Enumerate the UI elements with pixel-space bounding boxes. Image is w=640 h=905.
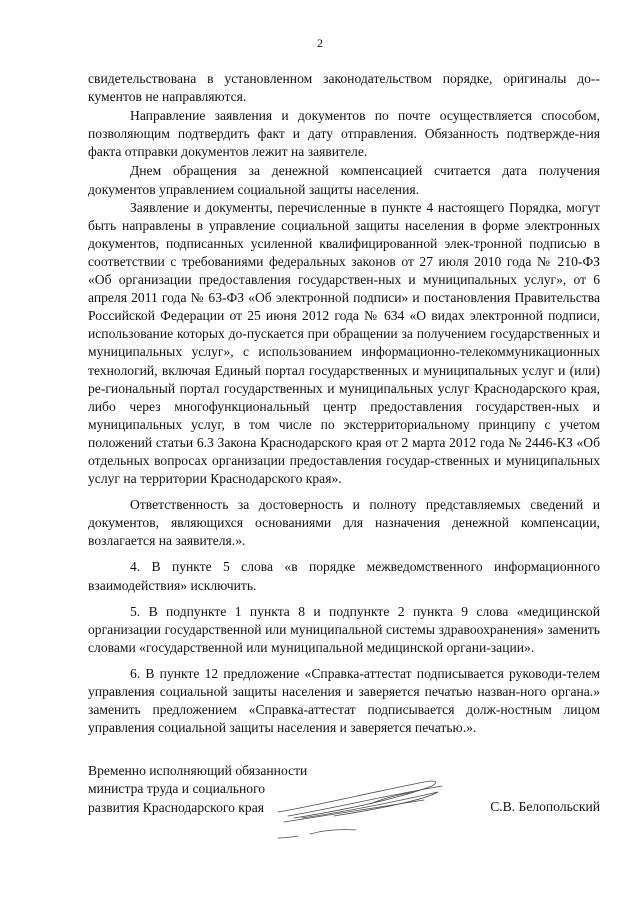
signatory-position-line: развития Краснодарского края xyxy=(88,799,264,815)
handwritten-signature xyxy=(274,772,450,844)
paragraph-responsibility: Ответственность за достоверность и полноту представляемых сведений и документов, являющихся основаниями для назначения денежной компенсации, возлагается на заявителя.». xyxy=(88,497,600,549)
signatory-name: С.В. Белопольский xyxy=(490,799,600,814)
signature-stroke xyxy=(302,792,438,818)
paragraph-application-date: Днем обращения за денежной компенсацией считается дата получения документов управлением социальной защиты населения. xyxy=(88,163,600,197)
signatory-position-line: Временно исполняющий обязанности xyxy=(88,763,308,778)
page-number: 2 xyxy=(317,36,323,50)
signature-stroke xyxy=(278,836,298,838)
paragraph-item-5: 5. В подпункте 1 пункта 8 и подпункте 2 пункта 9 слова «медицинской организации государственной или муниципальной системы здравоохранения» заменить словами «государственной или муниципальной медицинской органи-зации». xyxy=(88,603,600,655)
document-body xyxy=(88,70,600,737)
signatory-position-line: министра труда и социального xyxy=(88,781,266,797)
signature-block xyxy=(88,762,600,842)
paragraph-item-6: 6. В пункте 12 предложение «Справка-аттестат подписывается руководи-телем управления социальной защиты населения и заверяется печатью назван-ного органа.» заменить предложением «Справка-аттестат подписывается долж-ностным лицом управления социальной защиты населения и заверяется печатью.». xyxy=(88,665,600,736)
paragraph-item-4: 4. В пункте 5 слова «в порядке межведомственного информационного взаимодействия» исключить. xyxy=(88,559,600,593)
signature-stroke xyxy=(310,830,356,834)
paragraph-mail-submission: Направление заявления и документов по почте осуществляется способом, позволяющим подтвердить факт и дату отправления. Обязанность подтвержде-ния факта отправки документов лежит на заявителе. xyxy=(88,108,600,160)
paragraph-continuation: свидетельствована в установленном законодательством порядке, оригиналы до-кументов не направляются. xyxy=(88,71,600,105)
paragraph-electronic-submission: Заявление и документы, перечисленные в пункте 4 настоящего Порядка, могут быть направлены в управление социальной защиты населения в форме электронных документов, подписанных усиленной квалифицированной элек-тронной подписью в соответствии с требованиями федеральных законов от 27 июля 2010 года № 210-ФЗ «Об организации предоставления государствен-ных и муниципальных услуг», от 6 апреля 2011 года № 63-ФЗ «Об электронной подписи» и постановления Правительства Российской Федерации от 25 июня 2012 года № 634 «О видах электронной подписи, использование которых до-пускается при обращении за получением государственных и муниципальных услуг», с использованием информационно-телекоммуникационных технологий, включая Единый портал государственных и муниципальных услуг и (или) ре-гиональный портал государственных и муниципальных услуг Краснодарского края, либо через многофункциональный центр предоставления государствен-ных и муниципальных услуг, в том числе по экстерриториальному принципу с учетом положений статьи 6.3 Закона Краснодарского края от 2 марта 2012 года № 2446-КЗ «Об отдельных вопросах организации предоставления государ-ственных и муниципальных услуг на территории Краснодарского края». xyxy=(88,199,600,487)
